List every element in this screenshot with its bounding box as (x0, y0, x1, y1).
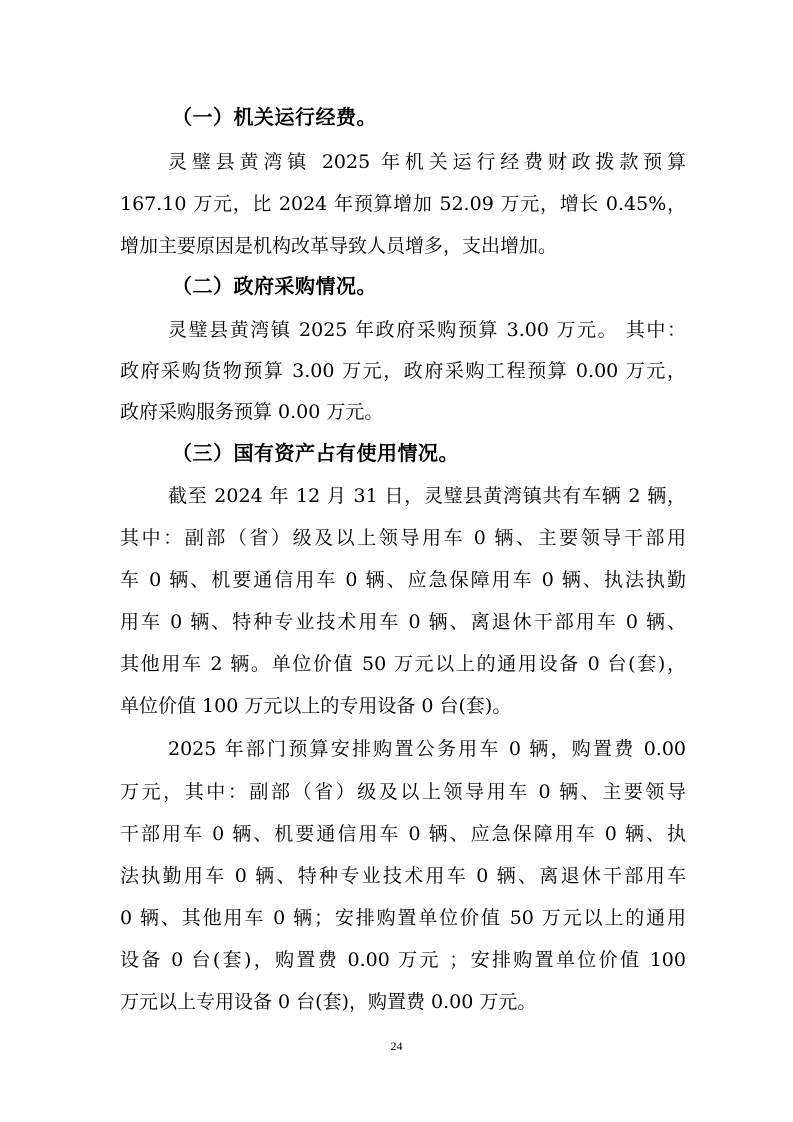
paragraph-line: 用车 0 辆、特种专业技术用车 0 辆、离退休干部用车 0 辆、 (120, 611, 686, 633)
paragraph-line: 增加主要原因是机构改革导致人员增多，支出增加。 (120, 235, 558, 257)
section-heading-state-assets: （三）国有资产占有使用情况。 (172, 441, 459, 465)
section-heading-operating-costs: （一）机关运行经费。 (172, 105, 377, 129)
paragraph-line: 0 辆、其他用车 0 辆；安排购置单位价值 50 万元以上的通用 (120, 907, 686, 929)
paragraph-line: 167.10 万元，比 2024 年预算增加 52.09 万元，增长 0.45%， (120, 193, 686, 215)
section-heading-government-procurement: （二）政府采购情况。 (172, 274, 377, 298)
paragraph-line: 车 0 辆、机要通信用车 0 辆、应急保障用车 0 辆、执法执勤 (120, 569, 686, 591)
paragraph-line: 其他用车 2 辆。单位价值 50 万元以上的通用设备 0 台(套)， (120, 653, 686, 675)
paragraph-line: 万元，其中：副部（省）级及以上领导用车 0 辆、主要领导 (120, 781, 686, 803)
paragraph-line: 灵璧县黄湾镇 2025 年政府采购预算 3.00 万元。 其中： (168, 319, 686, 341)
paragraph-line: 干部用车 0 辆、机要通信用车 0 辆、应急保障用车 0 辆、执 (120, 823, 686, 845)
paragraph-line: 政府采购服务预算 0.00 万元。 (120, 401, 384, 423)
paragraph-line: 灵璧县黄湾镇 2025 年机关运行经费财政拨款预算 (168, 151, 686, 173)
page-number: 24 (390, 1039, 403, 1053)
paragraph-line: 法执勤用车 0 辆、特种专业技术用车 0 辆、离退休干部用车 (120, 865, 686, 887)
paragraph-line: 政府采购货物预算 3.00 万元，政府采购工程预算 0.00 万元， (120, 360, 686, 382)
paragraph-line: 设备 0 台(套)，购置费 0.00 万元 ；安排购置单位价值 100 (120, 949, 686, 971)
paragraph-line: 单位价值 100 万元以上的专用设备 0 台(套)。 (120, 695, 512, 717)
paragraph-line: 万元以上专用设备 0 台(套)，购置费 0.00 万元。 (120, 991, 537, 1013)
paragraph-line: 截至 2024 年 12 月 31 日，灵璧县黄湾镇共有车辆 2 辆， (168, 485, 686, 507)
paragraph-line: 2025 年部门预算安排购置公务用车 0 辆，购置费 0.00 (168, 738, 686, 760)
paragraph-line: 其中：副部（省）级及以上领导用车 0 辆、主要领导干部用 (120, 527, 686, 549)
